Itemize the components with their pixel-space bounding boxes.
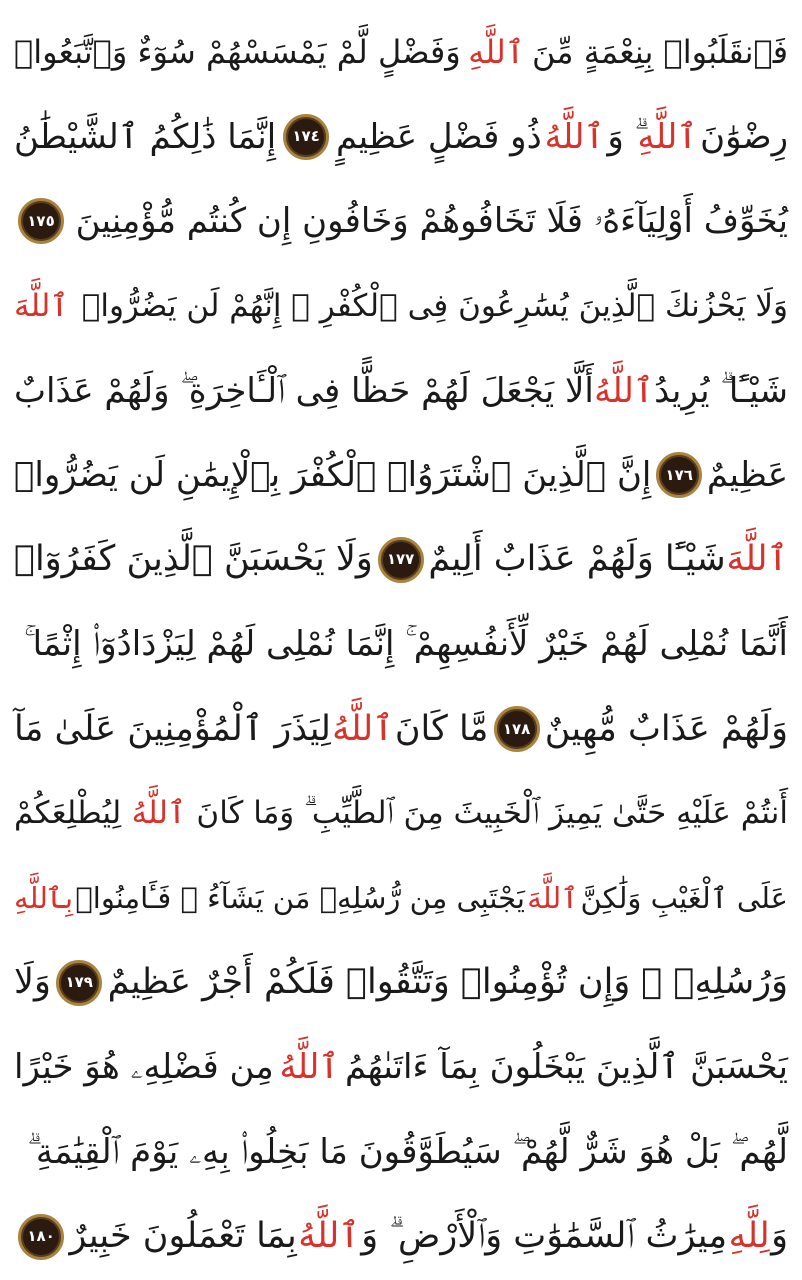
verse-text: يَحْسَبَنَّ ٱلَّذِينَ يَبْخَلُونَ بِمَآ ءَاتَىٰهُمُ: [345, 1047, 788, 1088]
verse-text: وَلَهُمْ عَذَابٌ مُّهِينٌ: [544, 708, 788, 749]
verse-text: لَّهُم ۖ بَلْ هُوَ شَرٌّ لَّهُمْ ۖ سَيُطَوَّقُونَ مَا بَخِلُوا۟ بِهِۦ يَوْمَ ٱلْقِيَٰمَةِ ۗ: [27, 1132, 788, 1173]
divine-name-text: ٱللَّهَ: [527, 880, 579, 915]
verse-text: مَّا كَانَ: [394, 708, 489, 749]
verse-text: لِيُطْلِعَكُمْ: [14, 795, 122, 832]
ayah-number-marker: ١٧٦: [656, 452, 702, 498]
verse-text: مِيرَٰثُ ٱلسَّمَٰوَٰتِ وَٱلْأَرْضِ ۗ وَ: [361, 1216, 728, 1257]
verse-text: إِنَّ ٱلَّذِينَ ٱشْتَرَوُا۟ ٱلْكُفْرَ بِٱلْإِيمَٰنِ لَن يَضُرُّوا۟: [14, 455, 652, 496]
divine-name-text: ٱللَّهِ: [637, 116, 698, 157]
divine-name-text: ٱللَّهَ: [14, 287, 69, 324]
verse-text: وَلَا يَحْزُنكَ ٱلَّذِينَ يُسَٰرِعُونَ فِى ٱلْكُفْرِ ۚ إِنَّهُمْ لَن يَضُرُّوا۟: [81, 287, 788, 324]
verse-text: بِمَا تَعْمَلُونَ خَبِيرٌ: [69, 1216, 297, 1257]
divine-name-text: بِٱللَّهِ: [14, 880, 74, 915]
ayah-number-marker: ١٧٥: [18, 198, 64, 244]
verse-text: ۗ وَ: [607, 116, 635, 157]
verse-line: [14, 179, 788, 264]
divine-name-text: ٱللَّهُ: [131, 795, 187, 832]
verse-text: ذُو فَضْلٍ عَظِيمٍ: [335, 116, 542, 157]
verse-text: وَ: [771, 1216, 788, 1257]
verse-text: عَلَى ٱلْغَيْبِ وَلَٰكِنَّ: [580, 880, 788, 915]
verse-text: أَنَّمَا نُمْلِى لَهُمْ خَيْرٌ لِّأَنفُسِهِمْ ۚ إِنَّمَا نُمْلِى لَهُمْ لِيَزْدَادُوٓا۟ إِثْمًا ۚ: [24, 624, 788, 665]
verse-line: [14, 264, 788, 349]
verse-text: رِضْوَٰنَ: [700, 116, 788, 157]
verse-line: [14, 687, 788, 772]
verse-text: عَظِيمٌ: [706, 455, 788, 496]
verse-text: فَٱنقَلَبُوا۟ بِنِعْمَةٍ مِّنَ: [532, 33, 788, 72]
verse-line: [14, 1194, 788, 1279]
verse-line: [14, 602, 788, 687]
verse-text: يَجْتَبِى مِن رُّسُلِهِۦ مَن يَشَآءُ ۖ فَـَٔامِنُوا۟: [75, 880, 525, 915]
verse-text: أَنتُمْ عَلَيْهِ حَتَّىٰ يَمِيزَ ٱلْخَبِيثَ مِنَ ٱلطَّيِّبِ ۗ وَمَا كَانَ: [196, 795, 788, 832]
divine-name-text: ٱللَّهُ: [594, 370, 654, 411]
verse-text: لِيَذَرَ ٱلْمُؤْمِنِينَ عَلَىٰ مَآ: [14, 708, 331, 749]
verse-line: [14, 10, 788, 95]
ayah-number-marker: ١٨٠: [18, 1214, 64, 1260]
divine-name-text: ٱللَّهُ: [298, 1216, 360, 1257]
verse-line: [14, 856, 788, 941]
verse-line: [14, 348, 788, 433]
verse-text: وَلَا يَحْسَبَنَّ ٱلَّذِينَ كَفَرُوٓا۟: [14, 539, 373, 580]
verse-text: شَيْـًٔا وَلَهُمْ عَذَابٌ أَلِيمٌ: [428, 539, 726, 580]
verse-line: [14, 433, 788, 518]
divine-name-text: لِلَّهِ: [728, 1216, 770, 1257]
divine-name-text: ٱللَّهَ: [726, 539, 788, 580]
ayah-number-marker: ١٧٩: [56, 960, 102, 1006]
verse-line: [14, 1025, 788, 1110]
verse-line: [14, 771, 788, 856]
ayah-number-marker: ١٧٤: [283, 114, 329, 160]
verse-text: أَلَّا يَجْعَلَ لَهُمْ حَظًّا فِى ٱلْـَٔاخِرَةِ ۖ وَلَهُمْ عَذَابٌ: [14, 370, 594, 411]
verse-text: إِنَّمَا ذَٰلِكُمُ ٱلشَّيْطَٰنُ: [14, 116, 277, 157]
divine-name-text: ٱللَّهِ: [468, 33, 525, 72]
verse-line: [14, 518, 788, 603]
verse-text: شَيْـًٔا ۗ يُرِيدُ: [654, 370, 788, 411]
divine-name-text: ٱللَّهُ: [279, 1047, 340, 1088]
verse-text: مِن فَضْلِهِۦ هُوَ خَيْرًا: [14, 1047, 274, 1088]
ayah-number-marker: ١٧٨: [494, 706, 540, 752]
verse-line: [14, 95, 788, 180]
verse-text: وَفَضْلٍ لَّمْ يَمْسَسْهُمْ سُوٓءٌ وَٱتَّبَعُوا۟: [14, 33, 461, 72]
verse-text: وَرُسُلِهِۦ ۚ وَإِن تُؤْمِنُوا۟ وَتَتَّقُوا۟ فَلَكُمْ أَجْرٌ عَظِيمٌ: [107, 962, 788, 1003]
verse-text: وَلَا: [14, 962, 51, 1003]
verse-line: [14, 941, 788, 1026]
verse-text: يُخَوِّفُ أَوْلِيَآءَهُۥ فَلَا تَخَافُوهُمْ وَخَافُونِ إِن كُنتُم مُّؤْمِنِينَ: [75, 201, 788, 242]
divine-name-text: ٱللَّهُ: [544, 116, 605, 157]
ayah-number-marker: ١٧٧: [378, 537, 424, 583]
divine-name-text: ٱللَّهُ: [332, 708, 394, 749]
verse-line: [14, 1110, 788, 1195]
